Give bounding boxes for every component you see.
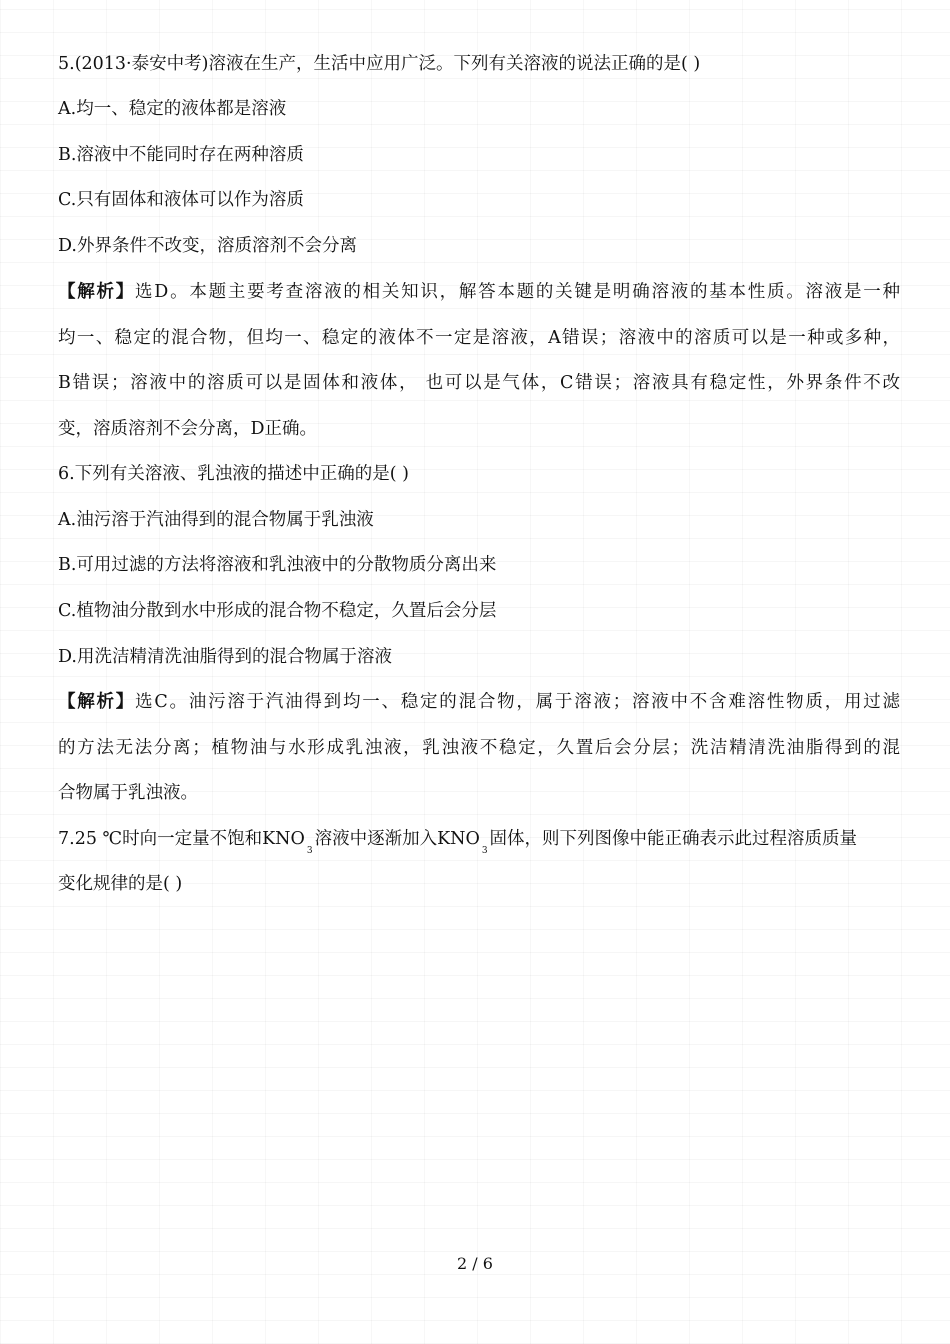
q7-stem-line-2: 变化规律的是( )	[58, 874, 183, 894]
q5-option-b: B.溶液中不能同时存在两种溶质	[58, 145, 304, 165]
q6-analysis-line-2: 的方法无法分离；植物油与水形成乳浊液，乳浊液不稳定，久置后会分层；洗洁精清洗油脂得到的混	[58, 738, 900, 758]
q6-option-d: D.用洗洁精清洗油脂得到的混合物属于溶液	[58, 647, 392, 667]
q5-option-a: A.均一、稳定的液体都是溶液	[58, 99, 287, 119]
subscript: 3	[306, 846, 313, 856]
q6-option-a: A.油污溶于汽油得到的混合物属于乳浊液	[58, 510, 374, 530]
q7-stem-line-1	[58, 828, 900, 862]
q6-option-c: C.植物油分散到水中形成的混合物不稳定，久置后会分层	[58, 601, 497, 621]
q5-analysis-line-1	[58, 281, 900, 303]
q6-option-b: B.可用过滤的方法将溶液和乳浊液中的分散物质分离出来	[58, 555, 497, 575]
q5-stem: 5.(2013·泰安中考)溶液在生产，生活中应用广泛。下列有关溶液的说法正确的是( )	[58, 54, 701, 74]
analysis-tag: 【解析】	[58, 692, 136, 712]
q6-stem: 6.下列有关溶液、乳浊液的描述中正确的是( )	[58, 464, 409, 484]
q6-analysis-line-3: 合物属于乳浊液。	[58, 783, 198, 803]
q5-analysis-line-3: B错误；溶液中的溶质可以是固体和液体， 也可以是气体，C错误；溶液具有稳定性，外界条件不改	[58, 373, 900, 393]
analysis-tag: 【解析】	[58, 282, 136, 302]
q7-text-2: 溶液中逐渐加入KNO	[314, 829, 480, 849]
q6-analysis-line-1	[58, 691, 900, 713]
analysis-text: 选D。本题主要考查溶液的相关知识，解答本题的关键是明确溶液的基本性质。溶液是一种	[135, 282, 901, 302]
page-number: 2 / 6	[457, 1254, 493, 1273]
q5-analysis-line-4: 变，溶质溶剂不会分离，D正确。	[58, 419, 318, 439]
subscript: 3	[481, 846, 488, 856]
analysis-text: 选C。油污溶于汽油得到均一、稳定的混合物，属于溶液；溶液中不含难溶性物质，用过滤	[135, 692, 901, 712]
q7-text-1: 7.25 ℃时向一定量不饱和KNO	[58, 829, 305, 849]
q7-text-3: 固体，则下列图像中能正确表示此过程溶质质量	[489, 829, 858, 849]
q5-analysis-line-2: 均一、稳定的混合物，但均一、稳定的液体不一定是溶液，A错误；溶液中的溶质可以是一种或多种，	[58, 328, 900, 348]
q5-option-d: D.外界条件不改变，溶质溶剂不会分离	[58, 236, 357, 256]
q5-option-c: C.只有固体和液体可以作为溶质	[58, 190, 304, 210]
